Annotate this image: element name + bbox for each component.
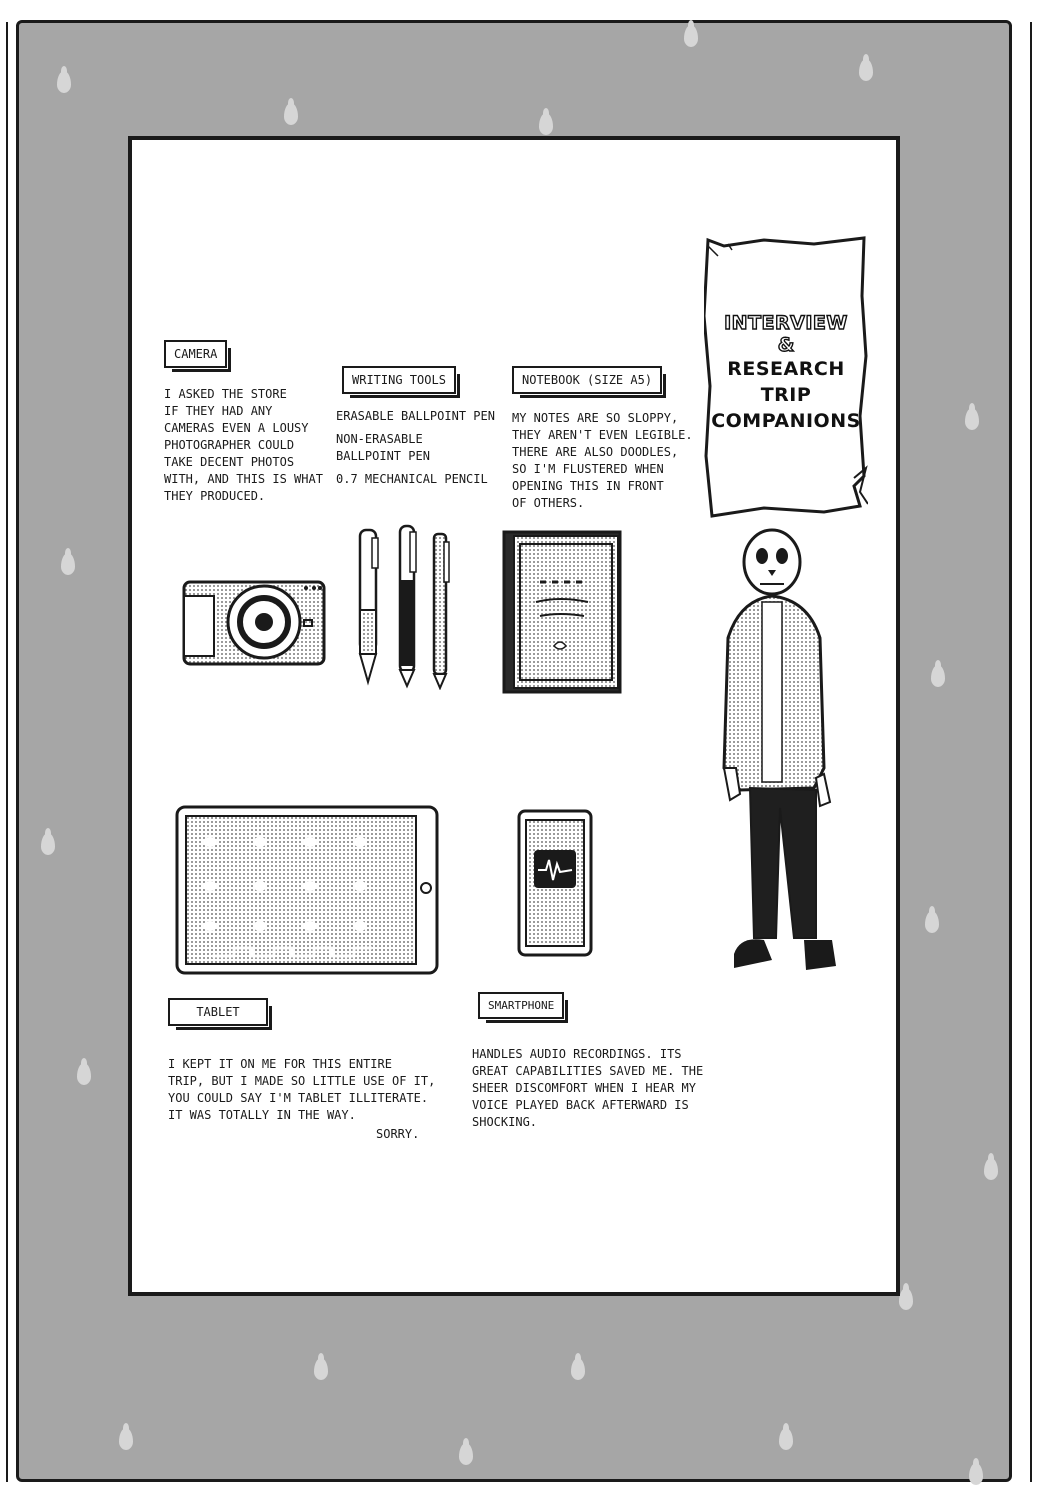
writing-tool-item: ERASABLE BALLPOINT PEN (336, 409, 495, 423)
camera-line: WITH, AND THIS IS WHAT (164, 472, 323, 486)
tablet-line: YOU COULD SAY I'M TABLET ILLITERATE. (168, 1091, 429, 1105)
raindrop-icon (41, 833, 55, 855)
raindrop-icon (899, 1288, 913, 1310)
camera-line: I ASKED THE STORE (164, 387, 287, 401)
raindrop-icon (931, 665, 945, 687)
notebook-line: THERE ARE ALSO DOODLES, (512, 445, 679, 459)
raindrop-icon (779, 1428, 793, 1450)
title-line-interview: INTERVIEW (724, 312, 848, 334)
ballpoint-pen-icon (400, 526, 416, 686)
page-title (704, 312, 868, 434)
smartphone-line: SHOCKING. (472, 1115, 538, 1129)
camera-label: CAMERA (164, 340, 227, 368)
raindrop-icon (984, 1158, 998, 1180)
raindrop-icon (459, 1443, 473, 1465)
tablet-aside: SORRY. (376, 1127, 420, 1141)
writing-tools-list (336, 408, 495, 488)
notebook-line: MY NOTES ARE SO SLOPPY, (512, 411, 679, 425)
camera-line: THEY PRODUCED. (164, 489, 266, 503)
title-line-research: RESEARCH (727, 358, 845, 380)
raindrop-icon (61, 553, 75, 575)
notebook-line: SO I'M FLUSTERED WHEN (512, 462, 664, 476)
raindrop-icon (119, 1428, 133, 1450)
smartphone-line: SHEER DISCOMFORT WHEN I HEAR MY (472, 1081, 696, 1095)
tablet-description (168, 1056, 435, 1124)
camera-line: CAMERAS EVEN A LOUSY (164, 421, 309, 435)
smartphone-line: HANDLES AUDIO RECORDINGS. ITS (472, 1047, 682, 1061)
smartphone-line: VOICE PLAYED BACK AFTERWARD IS (472, 1098, 689, 1112)
notebook-illustration (500, 528, 624, 696)
pens-illustration (350, 520, 460, 690)
writing-tool-item: 0.7 MECHANICAL PENCIL (336, 472, 488, 486)
raindrop-icon (859, 59, 873, 81)
raindrop-icon (539, 113, 553, 135)
smartphone-illustration (516, 808, 596, 958)
tablet-illustration (174, 804, 440, 976)
notebook-description (512, 410, 693, 512)
title-line-ampersand: & (777, 334, 795, 356)
notebook-line: OPENING THIS IN FRONT (512, 479, 664, 493)
smartphone-label: SMARTPHONE (478, 992, 564, 1019)
tablet-line: TRIP, BUT I MADE SO LITTLE USE OF IT, (168, 1074, 436, 1088)
camera-description (164, 386, 323, 505)
author-avatar-illustration (720, 528, 850, 984)
raindrop-icon (965, 408, 979, 430)
raindrop-icon (969, 1463, 983, 1485)
raindrop-icon (77, 1063, 91, 1085)
raindrop-icon (571, 1358, 585, 1380)
erasable-pen-icon (360, 530, 378, 682)
writing-tool-item: BALLPOINT PEN (336, 449, 430, 463)
title-scroll (704, 236, 868, 518)
raindrop-icon (57, 71, 71, 93)
left-border-line (6, 22, 8, 1482)
tablet-line: IT WAS TOTALLY IN THE WAY. (168, 1108, 356, 1122)
notebook-label: NOTEBOOK (SIZE A5) (512, 366, 662, 394)
notebook-line: THEY AREN'T EVEN LEGIBLE. (512, 428, 693, 442)
raindrop-icon (684, 25, 698, 47)
tablet-line: I KEPT IT ON ME FOR THIS ENTIRE (168, 1057, 392, 1071)
smartphone-line: GREAT CAPABILITIES SAVED ME. THE (472, 1064, 704, 1078)
raindrop-icon (925, 911, 939, 933)
notebook-line: OF OTHERS. (512, 496, 585, 510)
tablet-label: TABLET (168, 998, 268, 1026)
writing-tool-item: NON-ERASABLE (336, 432, 423, 446)
camera-line: TAKE DECENT PHOTOS (164, 455, 295, 469)
camera-line: PHOTOGRAPHER COULD (164, 438, 295, 452)
raindrop-icon (284, 103, 298, 125)
writing-tools-label: WRITING TOOLS (342, 366, 456, 394)
mechanical-pencil-icon (434, 534, 449, 688)
smartphone-description (472, 1046, 703, 1131)
title-line-companions: COMPANIONS (711, 410, 861, 432)
camera-illustration (180, 572, 330, 668)
right-border-line (1030, 22, 1032, 1482)
raindrop-icon (314, 1358, 328, 1380)
camera-line: IF THEY HAD ANY (164, 404, 273, 418)
title-line-trip: TRIP (760, 384, 812, 406)
